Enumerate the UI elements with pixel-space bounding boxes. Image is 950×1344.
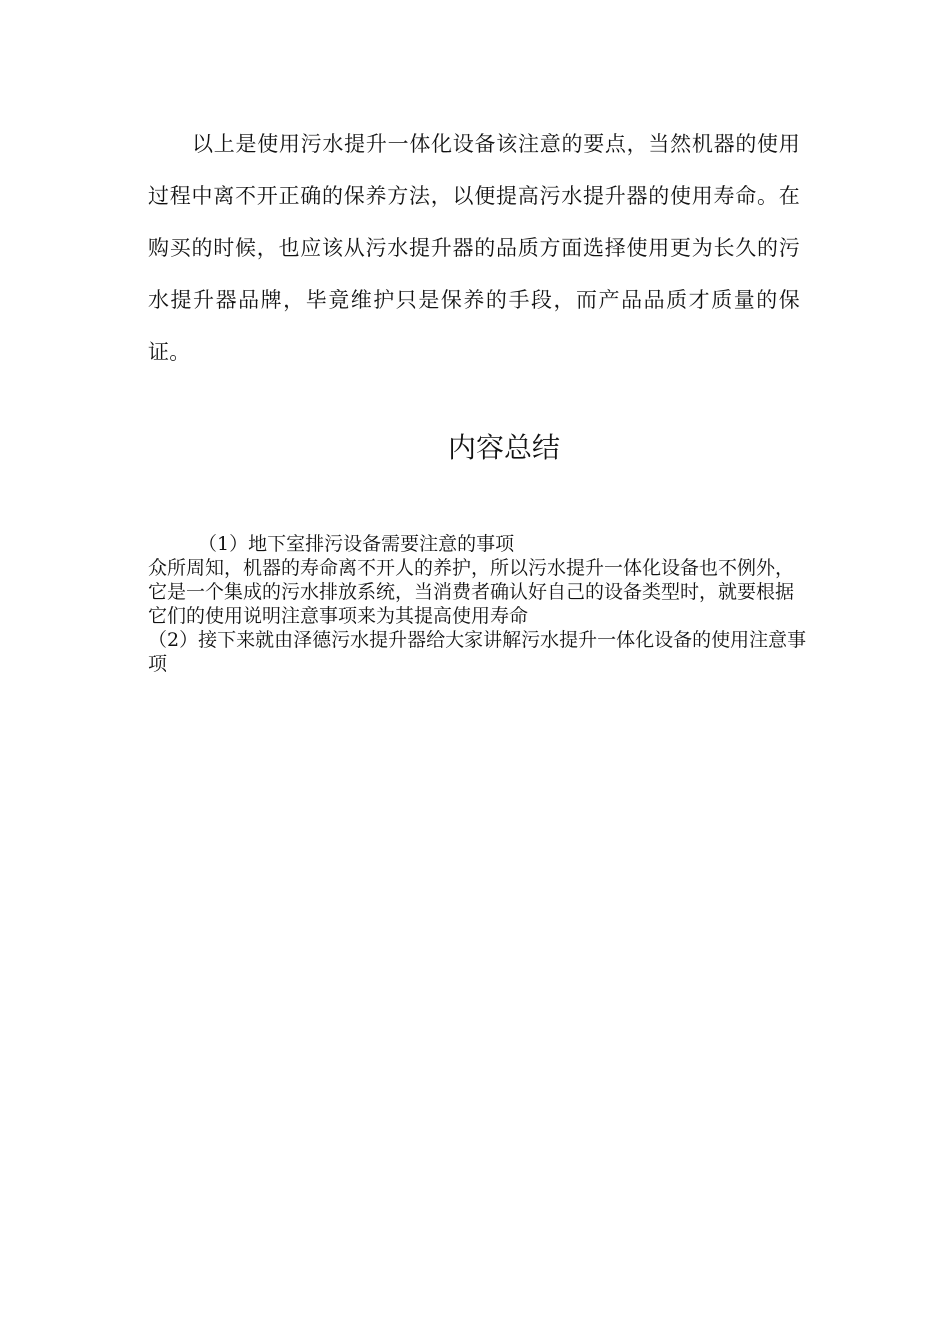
- intro-paragraph: 以上是使用污水提升一体化设备该注意的要点，当然机器的使用过程中离不开正确的保养方法，以便提高污水提升器的使用寿命。在购买的时候，也应该从污水提升器的品质方面选择使用更为长久的污水提升器品牌，毕竟维护只是保养的手段，而产品品质才质量的保证。: [148, 132, 800, 364]
- summary-section: [148, 532, 808, 676]
- summary-item-1-body: 众所周知，机器的寿命离不开人的养护，所以污水提升一体化设备也不例外，它是一个集成的污水排放系统，当消费者确认好自己的设备类型时，就要根据它们的使用说明注意事项来为其提高使用寿命: [148, 557, 795, 627]
- summary-item-2: （2）接下来就由泽德污水提升器给大家讲解污水提升一体化设备的使用注意事项: [148, 629, 807, 675]
- summary-heading: 内容总结: [447, 431, 560, 464]
- summary-item-1-title: （1）地下室排污设备需要注意的事项: [198, 533, 515, 555]
